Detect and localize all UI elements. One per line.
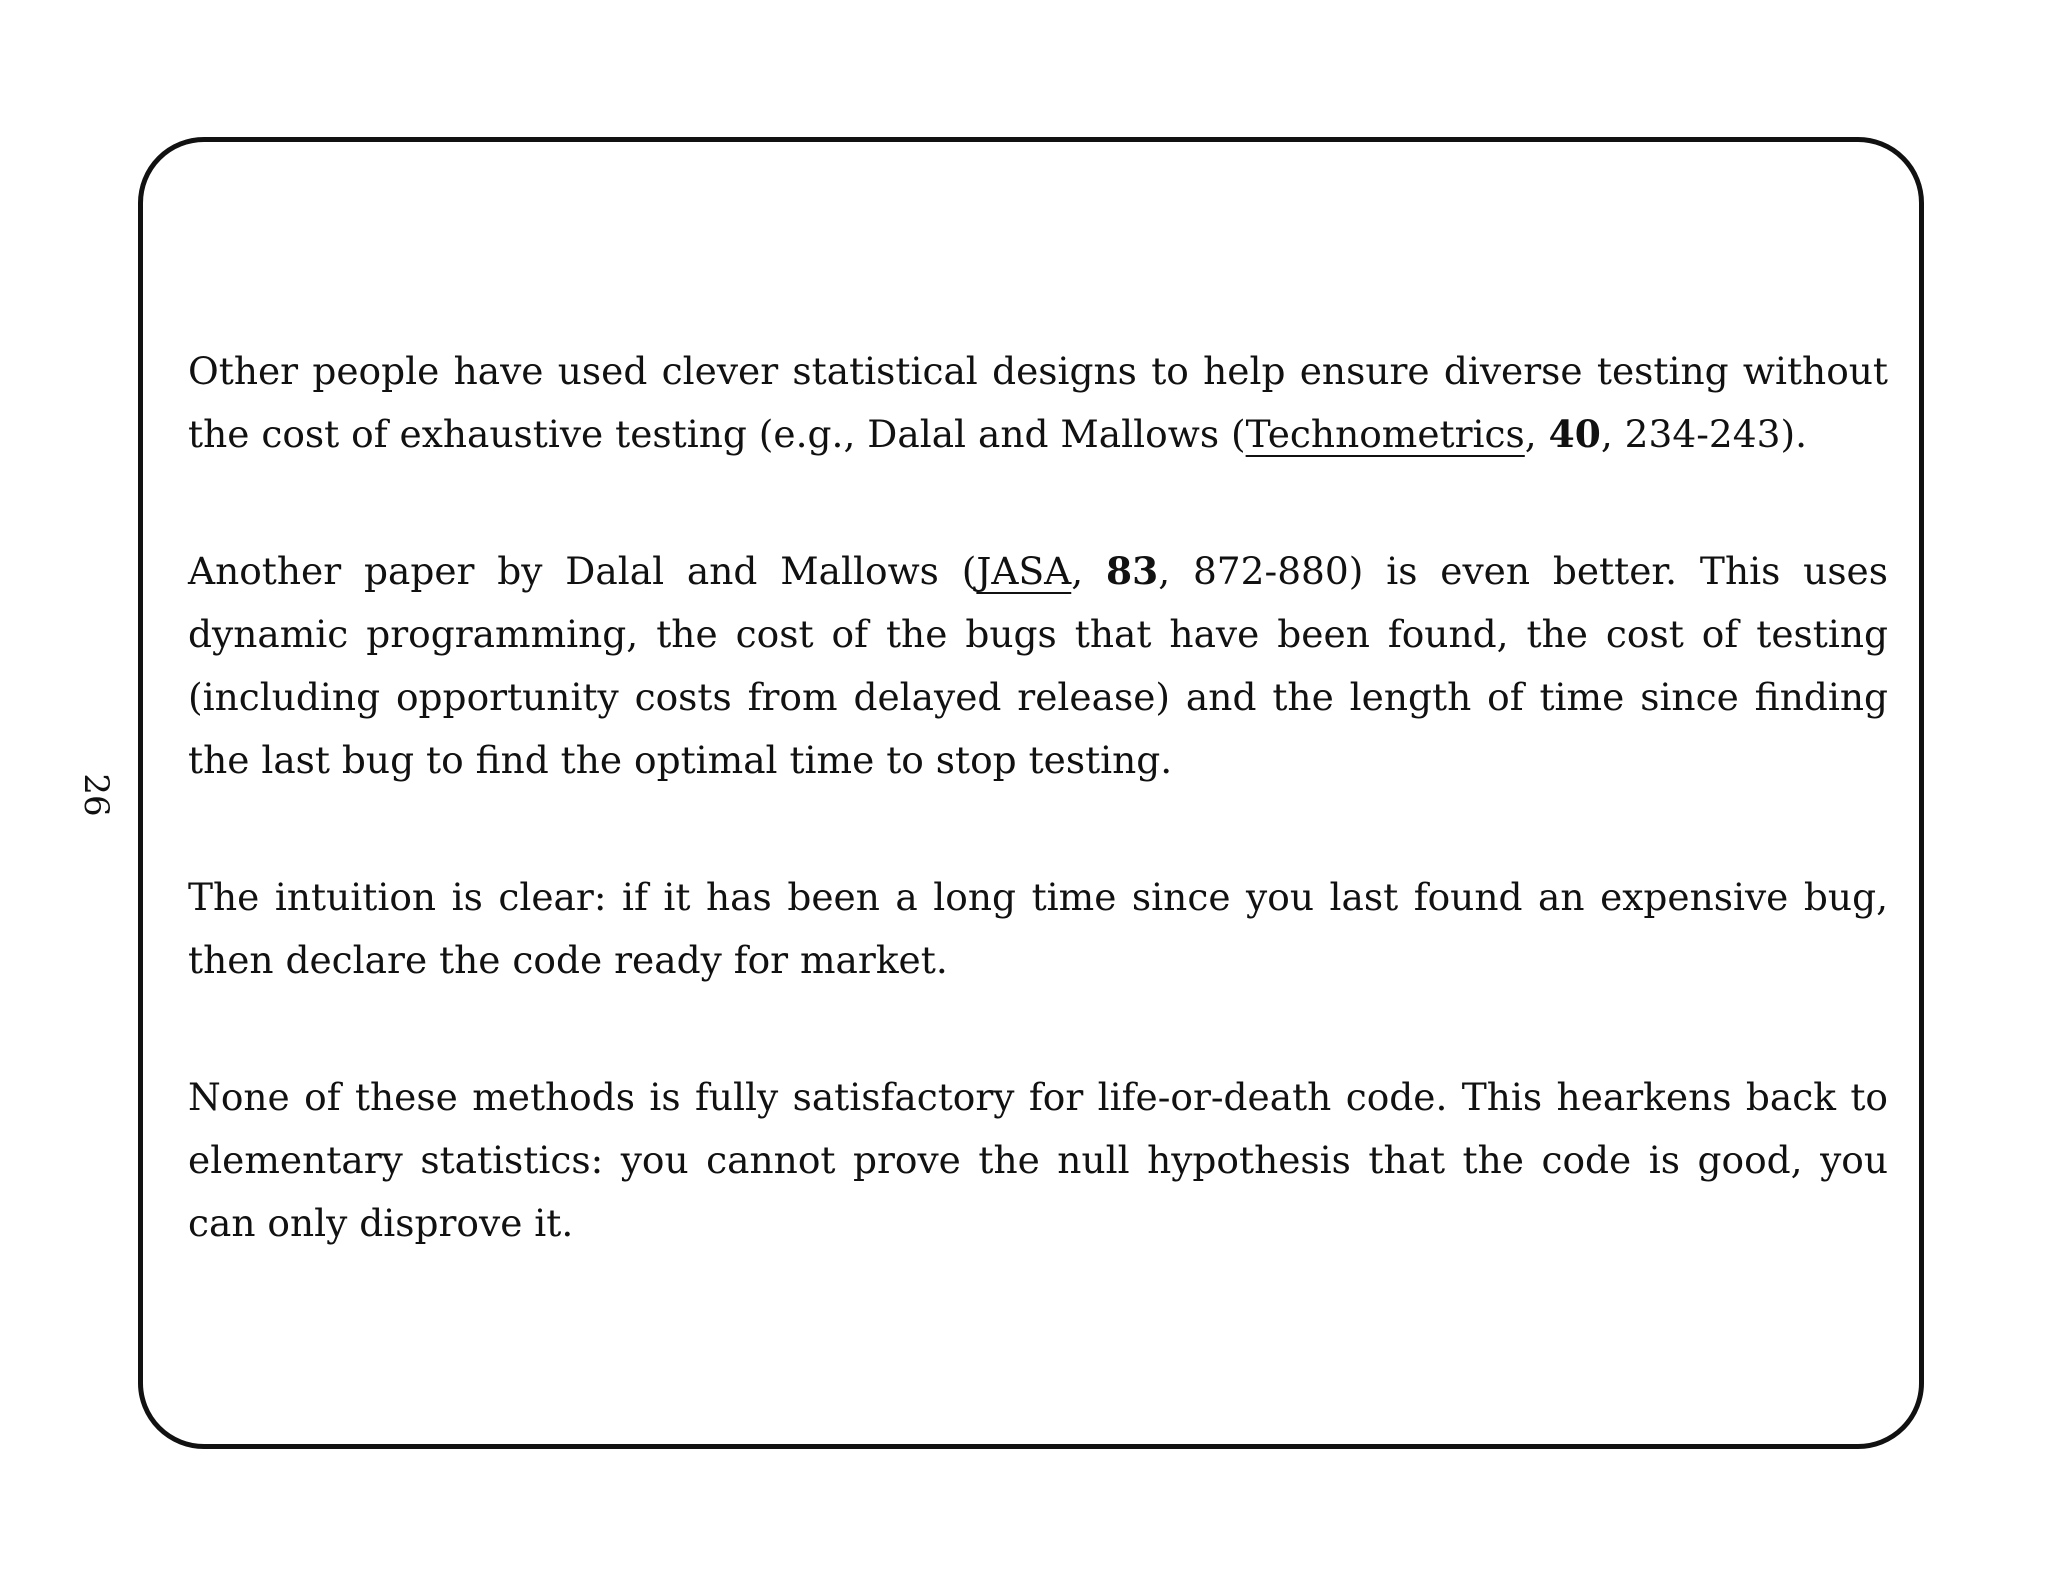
- paragraph-text: Other people have used clever statistical designs to help ensure diverse testing without the cost of exhaustive testing (e.g., Dalal and Mallows (: [188, 349, 1888, 456]
- paragraph-dynamic-programming: [188, 540, 1888, 792]
- journal-technometrics: Technometrics: [1245, 412, 1525, 456]
- paragraph-intuition: The intuition is clear: if it has been a long time since you last found an expensive bug, then declare the code ready for market.: [188, 875, 1888, 982]
- separator: ,: [1071, 549, 1107, 593]
- paragraph-text: , 872-880) is even better. This uses dynamic programming, the cost of the bugs that have been found, the cost of testing (including opportunity costs from delayed release) and the length of time since finding the last bug to find the optimal time to stop testing.: [188, 549, 1888, 782]
- paragraph-life-or-death: None of these methods is fully satisfactory for life-or-death code. This hearkens back to elementary statistics: you cannot prove the null hypothesis that the code is good, you can only disprove it.: [188, 1075, 1888, 1245]
- slide-content: [188, 340, 1888, 1329]
- separator: ,: [1524, 412, 1549, 456]
- volume-number: 83: [1106, 549, 1159, 593]
- paragraph-text: Another paper by Dalal and Mallows (: [188, 549, 977, 593]
- page-number: 26: [76, 773, 116, 817]
- journal-jasa: JASA: [976, 549, 1072, 593]
- volume-number: 40: [1548, 412, 1601, 456]
- paragraph-statistical-designs: [188, 340, 1888, 466]
- paragraph-text: , 234-243).: [1600, 412, 1808, 456]
